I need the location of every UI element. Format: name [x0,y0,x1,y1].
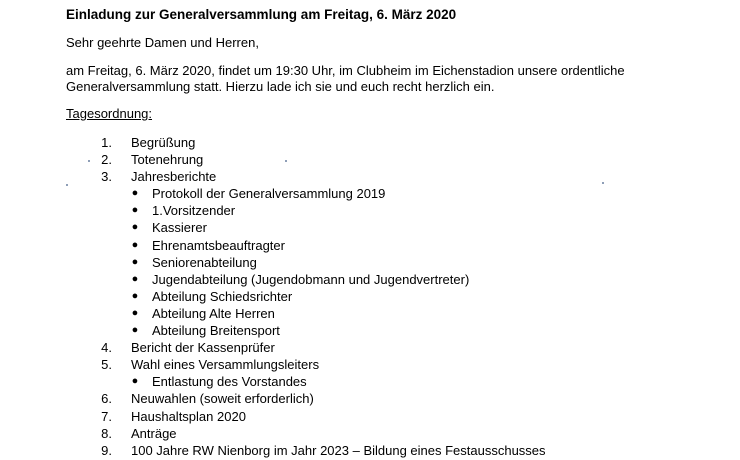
agenda-subitem-text: Kassierer [152,220,207,236]
bullet-icon: ● [131,272,139,285]
agenda-subitem [0,202,740,219]
agenda-subitem-text: Ehrenamtsbeauftragter [152,237,285,253]
agenda-item-number: 2. [101,152,112,168]
agenda-item-number: 3. [101,169,112,185]
agenda-item-number: 5. [101,357,112,373]
agenda-subitem [0,254,740,271]
scan-speck [602,182,604,184]
agenda-subitem [0,373,740,390]
greeting: Sehr geehrte Damen und Herren, [66,35,259,50]
bullet-icon: ● [131,238,139,251]
agenda-item [0,151,740,168]
bullet-icon: ● [131,306,139,319]
agenda-subitem-text: Entlastung des Vorstandes [152,374,307,390]
agenda-item-text: Neuwahlen (soweit erforderlich) [131,391,314,407]
agenda-subitem [0,185,740,202]
bullet-icon: ● [131,187,139,200]
agenda-item [0,356,740,373]
intro-paragraph: am Freitag, 6. März 2020, findet um 19:30 Uhr, im Clubheim im Eichenstadion unsere ordentliche Generalversammlung statt. Hierzu lade ich sie und euch recht herzlich ein. [66,63,625,94]
document-title: Einladung zur Generalversammlung am Freitag, 6. März 2020 [66,7,457,22]
agenda-item [0,339,740,356]
agenda-item [0,134,740,151]
bullet-icon: ● [131,255,139,268]
agenda-subitem [0,271,740,288]
agenda-subitem-text: Jugendabteilung (Jugendobmann und Jugendvertreter) [152,271,470,287]
agenda-subitem-text: Abteilung Schiedsrichter [152,288,293,304]
agenda-subitem-text: Abteilung Breitensport [152,323,280,339]
bullet-icon: ● [131,324,139,337]
scan-speck [88,160,90,162]
agenda-item-number: 8. [101,425,112,441]
agenda-item-text: Totenehrung [131,152,204,168]
agenda-subitem [0,322,740,339]
agenda-item-number: 7. [101,408,112,424]
agenda-item-text: Wahl eines Versammlungsleiters [131,357,320,373]
bullet-icon: ● [131,221,139,234]
agenda-item-number: 4. [101,340,112,356]
agenda-item-number: 6. [101,391,112,407]
agenda-item-text: Anträge [131,425,177,441]
agenda-item [0,425,740,442]
agenda-subitem-text: Protokoll der Generalversammlung 2019 [152,186,386,202]
agenda-subitem [0,288,740,305]
agenda-list [0,134,740,459]
agenda-item-text: Bericht der Kassenprüfer [131,340,275,356]
agenda-item-number: 1. [101,135,112,150]
agenda-item-number: 9. [101,442,112,458]
agenda-subitem-text: 1.Vorsitzender [152,203,236,219]
bullet-icon: ● [131,375,139,388]
agenda-item [0,390,740,407]
agenda-heading: Tagesordnung: [66,106,153,121]
agenda-item [0,442,740,459]
agenda-item-text: Begrüßung [131,135,196,150]
agenda-subitem [0,305,740,322]
agenda-subitem-text: Abteilung Alte Herren [152,305,275,321]
agenda-subitem [0,237,740,254]
agenda-item-text: Jahresberichte [131,169,217,185]
agenda-item-text: 100 Jahre RW Nienborg im Jahr 2023 – Bildung eines Festausschusses [131,442,546,458]
scan-speck [285,160,287,162]
bullet-icon: ● [131,204,139,217]
agenda-subitem [0,219,740,236]
agenda-item-text: Haushaltsplan 2020 [131,408,246,424]
scan-speck [66,184,68,186]
agenda-subitem-text: Seniorenabteilung [152,254,257,270]
agenda-item [0,408,740,425]
agenda-item [0,168,740,185]
bullet-icon: ● [131,289,139,302]
